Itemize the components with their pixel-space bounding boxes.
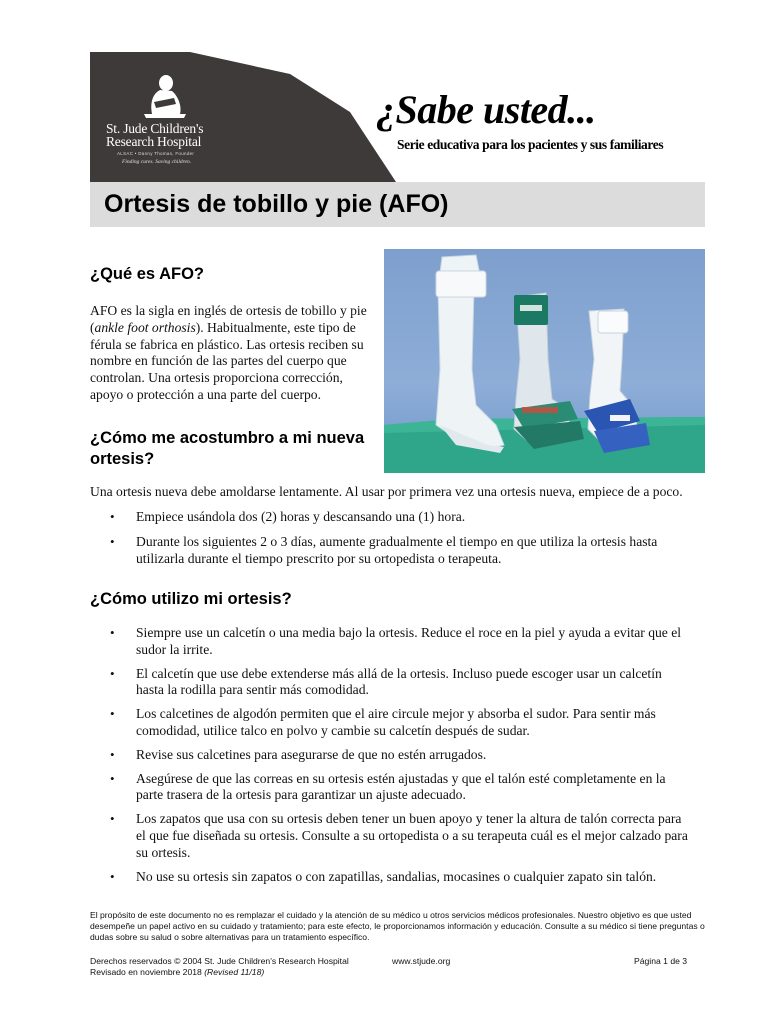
list-item: • Durante los siguientes 2 o 3 días, aumente gradualmente el tiempo en que utiliza la ortesis hasta utilizarla durante el tiempo prescrito por su ortopedista o terapeuta. [110, 534, 690, 568]
org-name-line1: St. Jude Children's [106, 121, 204, 136]
list-item: • No use su ortesis sin zapatos o con zapatillas, sandalias, mocasines o cualquier zapato sin talón. [110, 869, 690, 886]
footer-website: www.stjude.org [392, 956, 451, 966]
footer-revised-en: (Revised 11/18) [204, 967, 265, 977]
list-item: • Empiece usándola dos (2) horas y descansando una (1) hora. [110, 509, 690, 526]
heading-how-to-use: ¿Cómo utilizo mi ortesis? [90, 590, 292, 608]
afo-photo [384, 249, 705, 473]
getting-used-list [110, 509, 690, 567]
what-is-text-start: AFO es la sigla en inglés de ortesis de tobillo y pie ( [90, 303, 367, 335]
list-item: • El calcetín que use debe extenderse más allá de la ortesis. Incluso puede escoger usar un calcetín hasta la rodilla para sentir más comodidad. [110, 666, 690, 700]
how-to-use-list [110, 625, 690, 885]
what-is-afo-paragraph [90, 303, 378, 404]
heading-getting-used: ¿Cómo me acostumbro a mi nueva ortesis? [90, 429, 365, 468]
what-is-text-end: ). Habitualmente, este tipo de férula se fabrica en plástico. Las ortesis reciben su nombre en función de las partes del cuerpo que controlan. Una ortesis proporciona corrección, apoyo o protección a una parte del cuerpo. [90, 319, 364, 402]
footer-copyright: Derechos reservados © 2004 St. Jude Children's Research Hospital [90, 956, 349, 966]
list-item: • Los zapatos que usa con su ortesis deben tener un buen apoyo y tener la altura de talón correcta para el que fue diseñada su ortesis. Consulte a su ortopedista o a su terapeuta cuál es el mejor calzado para su ortesis. [110, 811, 690, 861]
document-title: Ortesis de tobillo y pie (AFO) [104, 190, 449, 218]
org-name [106, 122, 226, 148]
getting-used-intro: Una ortesis nueva debe amoldarse lentamente. Al usar por primera vez una ortesis nueva, empiece de a poco. [90, 484, 683, 499]
list-item: • Siempre use un calcetín o una media bajo la ortesis. Reduce el roce en la piel y ayuda a evitar que el sudor la irrite. [110, 625, 690, 659]
org-name-line2: Research Hospital [106, 134, 202, 149]
disclaimer: El propósito de este documento no es remplazar el cuidado y la atención de su médico u otros servicios médicos profesionales. Nuestro objetivo es que usted desempeñe un papel activo en su cuidado y tratamiento; para este efecto, le proporcionamos información y educación. Consulte a su médico si tiene preguntas o dudas sobre su salud o sobre alternativas para un tratamiento específico. [90, 910, 705, 943]
child-reading-logo-icon [140, 74, 190, 122]
what-is-text-italic: ankle foot orthosis [94, 319, 196, 335]
orthoses-image [384, 249, 705, 473]
heading-what-is-afo: ¿Qué es AFO? [90, 265, 204, 283]
footer-page-number: Página 1 de 3 [634, 956, 688, 966]
series-subtitle: Serie educativa para los pacientes y sus familiares [397, 137, 664, 152]
list-item: • Asegúrese de que las correas en su ortesis estén ajustadas y que el talón esté completamente en la parte trasera de la ortesis para garantizar un ajuste adecuado. [110, 771, 690, 805]
logo-tagline: Finding cures. Saving children. [122, 159, 192, 165]
list-item: • Revise sus calcetines para asegurarse de que no estén arrugados. [110, 747, 690, 764]
list-item: • Los calcetines de algodón permiten que el aire circule mejor y absorba el sudor. Para sentir más comodidad, utilice talco en polvo y cambie su calcetín después de sudar. [110, 706, 690, 740]
founder-line: ALSAC • Danny Thomas, Founder [117, 151, 195, 156]
footer-revised-es: Revisado en noviembre 2018 [90, 967, 202, 977]
title-bar [90, 182, 705, 227]
footer-revised [90, 967, 264, 978]
series-title: ¿Sabe usted... [376, 87, 596, 132]
